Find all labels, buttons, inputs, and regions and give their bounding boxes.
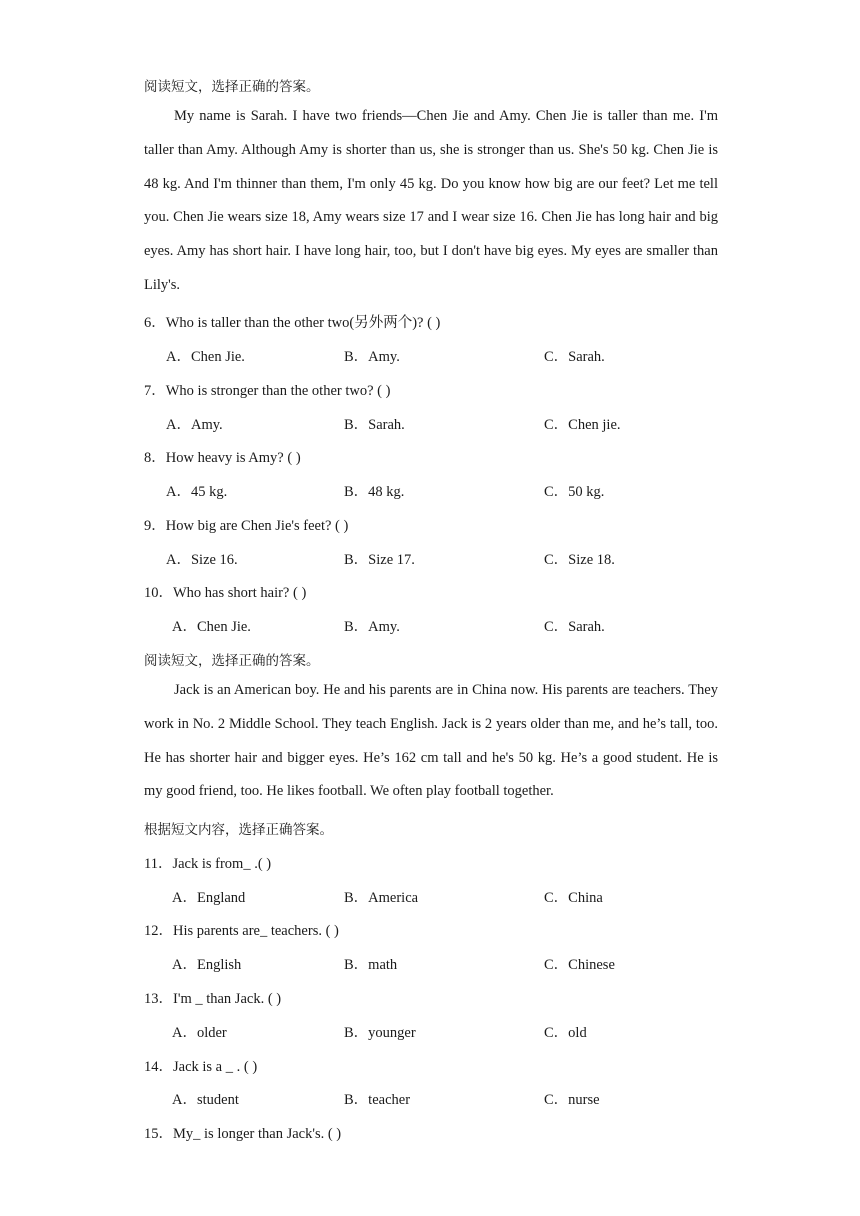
q9-option-a[interactable]: A．Size 16. (166, 552, 238, 568)
q7-option-c[interactable]: C．Chen jie. (544, 417, 621, 433)
section1-instruction: 阅读短文，选择正确的答案。 (144, 79, 320, 95)
q9-option-c[interactable]: C．Size 18. (544, 552, 615, 568)
q11-option-b[interactable]: B．America (344, 890, 419, 906)
question-15: 15．My_ is longer than Jack's. ( ) (144, 1126, 342, 1142)
question-14: 14．Jack is a _ . ( ) (144, 1059, 258, 1075)
section2-instruction: 阅读短文，选择正确的答案。 (144, 653, 320, 669)
q14-option-a[interactable]: A．student (172, 1092, 239, 1108)
question-12: 12．His parents are_ teachers. ( ) (144, 923, 339, 939)
question-8: 8．How heavy is Amy? ( ) (144, 450, 301, 466)
q11-option-a[interactable]: A．England (172, 890, 246, 906)
question-6: 6．Who is taller than the other two(另外两个)? ( ) (144, 315, 441, 331)
q14-option-b[interactable]: B．teacher (344, 1092, 411, 1108)
q13-option-c[interactable]: C．old (544, 1025, 587, 1041)
section2-sub-instruction: 根据短文内容，选择正确答案。 (144, 822, 333, 838)
q8-option-a[interactable]: A．45 kg. (166, 484, 228, 500)
q6-option-c[interactable]: C．Sarah. (544, 349, 605, 365)
question-11: 11．Jack is from_ .( ) (144, 856, 272, 872)
section2-passage (144, 674, 718, 809)
q13-option-a[interactable]: A．older (172, 1025, 227, 1041)
q8-option-c[interactable]: C．50 kg. (544, 484, 605, 500)
question-9: 9．How big are Chen Jie's feet? ( ) (144, 518, 349, 534)
q6-option-b[interactable]: B．Amy. (344, 349, 400, 365)
q12-option-c[interactable]: C．Chinese (544, 957, 615, 973)
q11-option-c[interactable]: C．China (544, 890, 603, 906)
q12-option-a[interactable]: A．English (172, 957, 242, 973)
question-13: 13．I'm _ than Jack. ( ) (144, 991, 282, 1007)
question-7: 7．Who is stronger than the other two? ( ) (144, 383, 391, 399)
q14-option-c[interactable]: C．nurse (544, 1092, 600, 1108)
q13-option-b[interactable]: B．younger (344, 1025, 416, 1041)
q6-option-a[interactable]: A．Chen Jie. (166, 349, 245, 365)
q9-option-b[interactable]: B．Size 17. (344, 552, 415, 568)
q10-option-a[interactable]: A．Chen Jie. (172, 619, 251, 635)
q7-option-b[interactable]: B．Sarah. (344, 417, 405, 433)
q12-option-b[interactable]: B．math (344, 957, 398, 973)
q8-option-b[interactable]: B．48 kg. (344, 484, 405, 500)
section1-passage (144, 100, 718, 303)
question-10: 10．Who has short hair? ( ) (144, 585, 307, 601)
q10-option-c[interactable]: C．Sarah. (544, 619, 605, 635)
passage-text: Jack is an American boy. He and his parents are in China now. His parents are teachers. They work in No. 2 Middle School. They teach English. Jack is 2 years older than me, and he’s tall, too. He has shorter hair and bigger eyes. He’s 162 cm tall and he's 50 kg. He’s a good student. He is my good friend, too. He likes football. We often play football together. (144, 682, 718, 800)
passage-text: My name is Sarah. I have two friends—Chen Jie and Amy. Chen Jie is taller than me. I'm taller than Amy. Although Amy is shorter than us, she is stronger than us. She's 50 kg. Chen Jie is 48 kg. And I'm thinner than them, I'm only 45 kg. Do you know how big are our feet? Let me tell you. Chen Jie wears size 18, Amy wears size 17 and I wear size 16. Chen Jie has long hair and big eyes. Amy has short hair. I have long hair, too, but I don't have big eyes. My eyes are smaller than Lily's. (144, 108, 718, 293)
q7-option-a[interactable]: A．Amy. (166, 417, 223, 433)
q10-option-b[interactable]: B．Amy. (344, 619, 400, 635)
